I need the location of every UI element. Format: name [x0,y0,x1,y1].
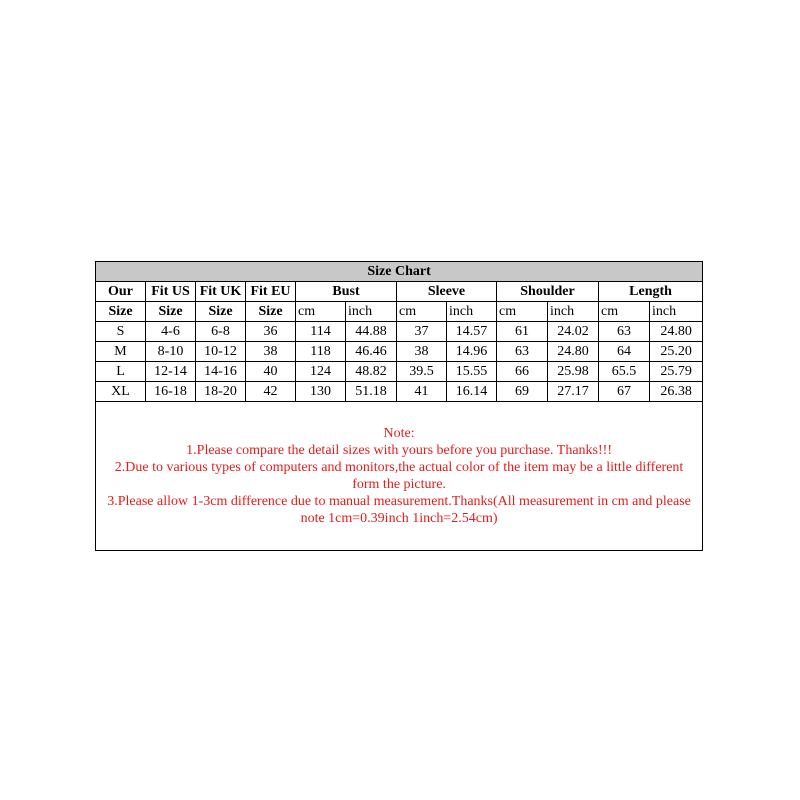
cell-bust-inch: 48.82 [346,362,397,382]
cell-sleeve-inch: 14.57 [447,322,497,342]
cell-fit-us: 12-14 [146,362,196,382]
cell-shoulder-inch: 27.17 [548,382,599,402]
cell-length-cm: 67 [599,382,650,402]
cell-bust-cm: 130 [296,382,346,402]
cell-shoulder-inch: 24.02 [548,322,599,342]
note-item-2: 2.Due to various types of computers and monitors,the actual color of the item may be a little different form the picture. [114,460,684,492]
cell-fit-eu: 38 [246,342,296,362]
cell-sleeve-cm: 41 [397,382,447,402]
table-row-m [96,342,703,362]
header-fit-eu-size: Size [246,302,296,322]
cell-shoulder-inch: 25.98 [548,362,599,382]
header-row-1 [96,282,703,302]
notes-block [96,402,703,551]
cell-sleeve-inch: 14.96 [447,342,497,362]
title-row [96,262,703,282]
unit-length-inch: inch [650,302,703,322]
header-fit-uk: Fit UK [196,282,246,302]
header-our-size: Size [96,302,146,322]
cell-length-inch: 26.38 [650,382,703,402]
cell-fit-us: 16-18 [146,382,196,402]
cell-fit-uk: 10-12 [196,342,246,362]
cell-size: M [96,342,146,362]
unit-bust-inch: inch [346,302,397,322]
unit-sleeve-cm: cm [397,302,447,322]
cell-sleeve-cm: 37 [397,322,447,342]
cell-shoulder-inch: 24.80 [548,342,599,362]
cell-bust-inch: 46.46 [346,342,397,362]
cell-fit-us: 4-6 [146,322,196,342]
cell-sleeve-inch: 15.55 [447,362,497,382]
cell-shoulder-cm: 69 [497,382,548,402]
unit-sleeve-inch: inch [447,302,497,322]
header-sleeve: Sleeve [397,282,497,302]
header-length: Length [599,282,703,302]
header-bust: Bust [296,282,397,302]
cell-fit-uk: 18-20 [196,382,246,402]
header-fit-us-size: Size [146,302,196,322]
cell-fit-eu: 40 [246,362,296,382]
header-our: Our [96,282,146,302]
note-heading: Note: [383,426,415,441]
size-chart-table [95,261,703,551]
cell-fit-uk: 6-8 [196,322,246,342]
cell-length-inch: 24.80 [650,322,703,342]
cell-size: S [96,322,146,342]
cell-length-cm: 64 [599,342,650,362]
cell-size: L [96,362,146,382]
unit-bust-cm: cm [296,302,346,322]
cell-length-cm: 65.5 [599,362,650,382]
cell-bust-inch: 44.88 [346,322,397,342]
chart-title: Size Chart [96,262,703,282]
cell-shoulder-cm: 66 [497,362,548,382]
note-item-1: 1.Please compare the detail sizes with yours before you purchase. Thanks!!! [186,443,612,458]
header-fit-eu: Fit EU [246,282,296,302]
cell-bust-cm: 124 [296,362,346,382]
cell-fit-eu: 42 [246,382,296,402]
cell-shoulder-cm: 61 [497,322,548,342]
cell-fit-eu: 36 [246,322,296,342]
header-shoulder: Shoulder [497,282,599,302]
cell-length-inch: 25.79 [650,362,703,382]
header-row-2 [96,302,703,322]
cell-length-cm: 63 [599,322,650,342]
cell-size: XL [96,382,146,402]
cell-bust-inch: 51.18 [346,382,397,402]
cell-length-inch: 25.20 [650,342,703,362]
table-row-l [96,362,703,382]
cell-sleeve-cm: 38 [397,342,447,362]
cell-fit-us: 8-10 [146,342,196,362]
unit-length-cm: cm [599,302,650,322]
cell-bust-cm: 114 [296,322,346,342]
cell-shoulder-cm: 63 [497,342,548,362]
table-row-xl [96,382,703,402]
table-row-s [96,322,703,342]
header-fit-us: Fit US [146,282,196,302]
notes-row [96,402,703,551]
cell-sleeve-cm: 39.5 [397,362,447,382]
cell-fit-uk: 14-16 [196,362,246,382]
cell-sleeve-inch: 16.14 [447,382,497,402]
cell-bust-cm: 118 [296,342,346,362]
note-item-3: 3.Please allow 1-3cm difference due to manual measurement.Thanks(All measurement in cm and please note 1cm=0.39inch 1inch=2.54cm) [107,494,691,526]
unit-shoulder-cm: cm [497,302,548,322]
header-fit-uk-size: Size [196,302,246,322]
unit-shoulder-inch: inch [548,302,599,322]
